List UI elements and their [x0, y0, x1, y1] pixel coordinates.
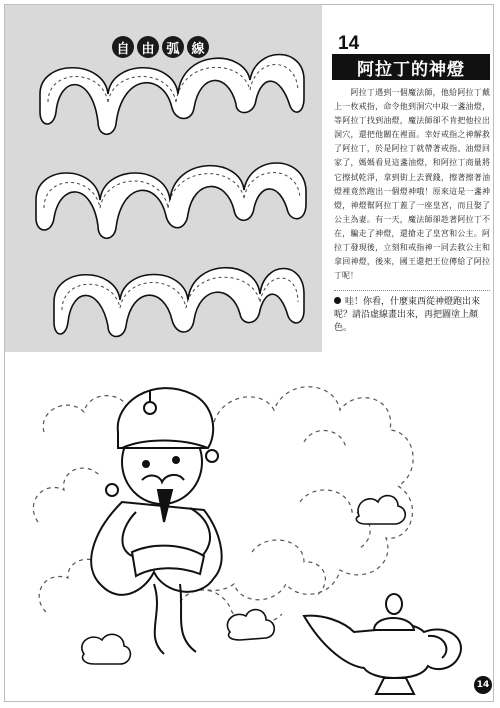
section-title-char: 自 — [112, 36, 134, 58]
story-text: 阿拉丁遇到一個魔法師，他給阿拉丁戴上一枚戒指，命令他到洞穴中取一盞油燈，等阿拉丁找到油燈，魔法師卻不肯把他拉出洞穴，還把他關在裡面。幸好戒指之神解救了阿拉丁，於是阿拉丁就帶著戒指、油燈回家了，媽媽看見這盞油燈，和阿拉丁商量將它擦拭乾淨，拿到街上去賣錢，擦著擦著油燈裡竟然跑出一個燈神哦！原來這是一盞神燈，神燈幫阿拉丁蓋了一座皇宮，而且娶了公主為妻。有一天，魔法師卻趁著阿拉丁不在，騙走了神燈，還搶走了皇宮和公主。阿拉丁發現後，立刻和戒指神一同去救公主和拿回神燈，後來，國王還把王位傳給了阿拉丁呢！ — [334, 88, 490, 281]
instruction-text: 哇！你看，什麼東西從神燈跑出來呢？請沿虛線畫出來，再把圖塗上顏色。 — [334, 297, 481, 333]
lesson-number: 14 — [338, 33, 360, 54]
section-title-char: 由 — [137, 36, 159, 58]
page-number-badge: 14 — [474, 676, 492, 694]
lesson-title: 阿拉丁的神燈 — [332, 54, 490, 80]
section-title-char: 弧 — [162, 36, 184, 58]
page-border — [4, 4, 494, 702]
section-title-char: 線 — [187, 36, 209, 58]
